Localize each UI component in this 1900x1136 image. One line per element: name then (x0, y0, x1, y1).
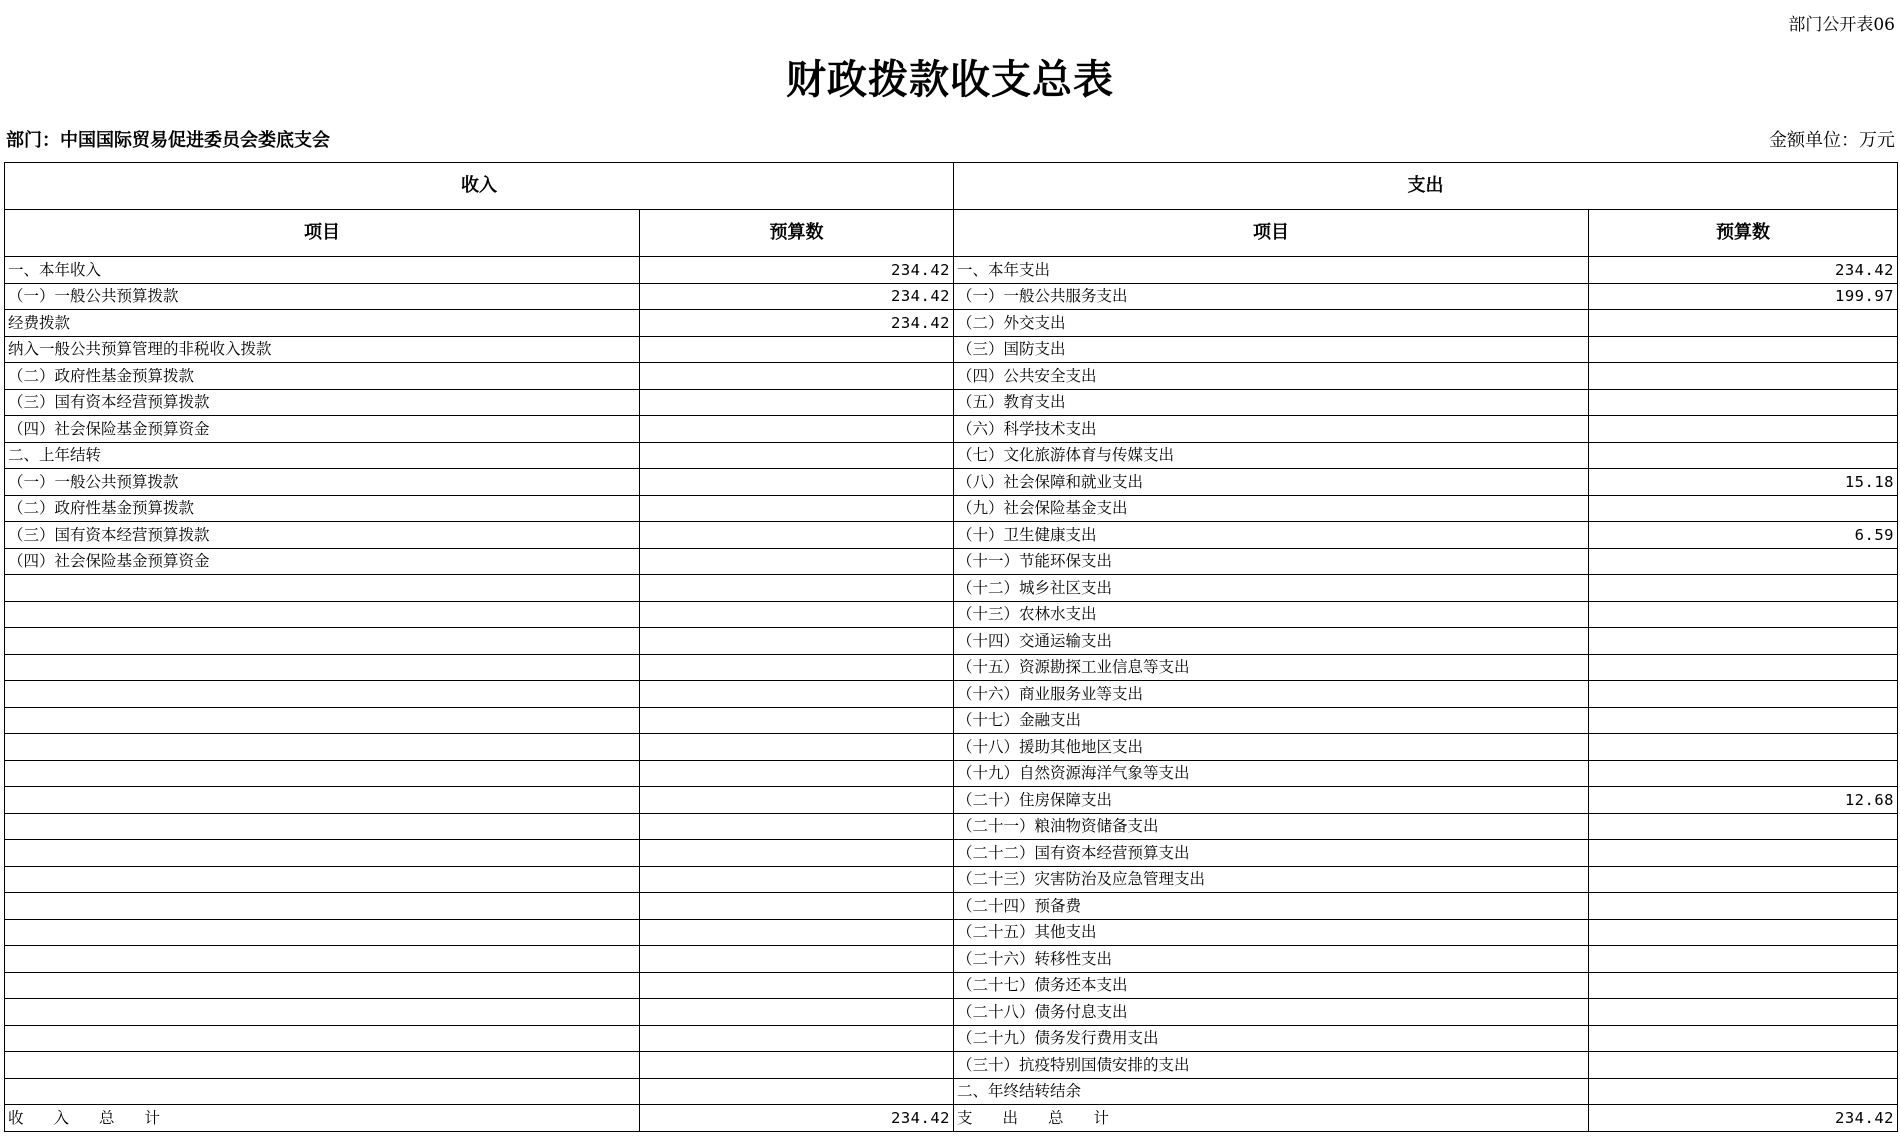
expense-item-cell: （十）卫生健康支出 (954, 522, 1589, 549)
expense-item-cell: （十二）城乡社区支出 (954, 575, 1589, 602)
income-item-cell: 纳入一般公共预算管理的非税收入拨款 (5, 336, 640, 363)
expense-item-cell: （十四）交通运输支出 (954, 628, 1589, 655)
table-row (5, 760, 1898, 787)
table-row (5, 389, 1898, 416)
expense-item-cell: （二十一）粮油物资储备支出 (954, 813, 1589, 840)
income-value-cell: 234.42 (640, 257, 954, 284)
income-value-cell (640, 972, 954, 999)
expense-item-cell: （五）教育支出 (954, 389, 1589, 416)
table-row (5, 336, 1898, 363)
income-value-cell (640, 575, 954, 602)
income-value-cell (640, 813, 954, 840)
page-title: 财政拨款收支总表 (786, 56, 1114, 103)
income-item-cell: （三）国有资本经营预算拨款 (5, 389, 640, 416)
income-item-cell (5, 601, 640, 628)
expense-item-cell: （八）社会保障和就业支出 (954, 469, 1589, 496)
expense-item-cell: （二十七）债务还本支出 (954, 972, 1589, 999)
income-item-cell (5, 919, 640, 946)
income-item-cell: 一、本年收入 (5, 257, 640, 284)
table-row (5, 310, 1898, 337)
expense-item-cell: 一、本年支出 (954, 257, 1589, 284)
income-item-cell (5, 1078, 640, 1105)
income-value-cell (640, 707, 954, 734)
expense-value-cell (1589, 442, 1898, 469)
income-value-cell (640, 734, 954, 761)
table-row (5, 972, 1898, 999)
income-item-cell (5, 707, 640, 734)
expense-value-cell (1589, 1078, 1898, 1105)
income-item-cell (5, 654, 640, 681)
department-label: 部门：中国国际贸易促进委员会娄底支会 (6, 130, 330, 151)
table-row (5, 787, 1898, 814)
income-item-cell: （四）社会保险基金预算资金 (5, 548, 640, 575)
table-row (5, 707, 1898, 734)
table-row (5, 840, 1898, 867)
expense-item-cell: （四）公共安全支出 (954, 363, 1589, 390)
expense-value-cell (1589, 734, 1898, 761)
expense-value-cell: 6.59 (1589, 522, 1898, 549)
income-value-cell: 234.42 (640, 310, 954, 337)
expense-value-cell (1589, 999, 1898, 1026)
income-value-cell (640, 416, 954, 443)
table-row (5, 893, 1898, 920)
table-row (5, 734, 1898, 761)
expense-value-cell (1589, 972, 1898, 999)
expense-value-cell (1589, 866, 1898, 893)
expense-item-cell: （三十）抗疫特别国债安排的支出 (954, 1052, 1589, 1079)
table-row (5, 548, 1898, 575)
expense-item-cell: （十八）援助其他地区支出 (954, 734, 1589, 761)
table-row (5, 919, 1898, 946)
expense-item-cell: （一）一般公共服务支出 (954, 283, 1589, 310)
expense-item-cell: （二十三）灾害防治及应急管理支出 (954, 866, 1589, 893)
income-value-cell (640, 548, 954, 575)
expense-item-cell: （十六）商业服务业等支出 (954, 681, 1589, 708)
income-item-header: 项目 (5, 210, 640, 257)
expense-value-cell: 12.68 (1589, 787, 1898, 814)
income-value-cell (640, 1052, 954, 1079)
income-item-cell: （一）一般公共预算拨款 (5, 469, 640, 496)
expense-value-cell (1589, 416, 1898, 443)
income-value-cell (640, 495, 954, 522)
expense-item-cell: （二十二）国有资本经营预算支出 (954, 840, 1589, 867)
form-number: 部门公开表06 (1788, 15, 1895, 35)
income-item-cell: 二、上年结转 (5, 442, 640, 469)
expense-value-cell (1589, 654, 1898, 681)
expense-value-cell (1589, 707, 1898, 734)
budget-table (4, 162, 1898, 1132)
expense-value-cell (1589, 1025, 1898, 1052)
expense-header: 支出 (954, 163, 1898, 210)
income-value-cell (640, 1025, 954, 1052)
income-value-cell (640, 681, 954, 708)
expense-item-cell: （二十九）债务发行费用支出 (954, 1025, 1589, 1052)
section-header-row (5, 163, 1898, 210)
expense-item-cell: （二十五）其他支出 (954, 919, 1589, 946)
expense-value-cell (1589, 919, 1898, 946)
income-item-cell (5, 681, 640, 708)
expense-item-cell: （三）国防支出 (954, 336, 1589, 363)
income-value-cell (640, 866, 954, 893)
expense-item-cell: （十一）节能环保支出 (954, 548, 1589, 575)
income-budget-header: 预算数 (640, 210, 954, 257)
expense-item-cell: （十九）自然资源海洋气象等支出 (954, 760, 1589, 787)
income-value-cell (640, 654, 954, 681)
table-row (5, 416, 1898, 443)
expense-item-cell: （二十六）转移性支出 (954, 946, 1589, 973)
income-item-cell: （四）社会保险基金预算资金 (5, 416, 640, 443)
expense-item-cell: （二）外交支出 (954, 310, 1589, 337)
expense-item-header: 项目 (954, 210, 1589, 257)
expense-item-cell: 二、年终结转结余 (954, 1078, 1589, 1105)
income-value-cell (640, 363, 954, 390)
income-total-value: 234.42 (640, 1105, 954, 1132)
table-row (5, 495, 1898, 522)
expense-value-cell: 15.18 (1589, 469, 1898, 496)
expense-value-cell (1589, 601, 1898, 628)
table-row (5, 601, 1898, 628)
income-item-cell: （二）政府性基金预算拨款 (5, 363, 640, 390)
table-row (5, 654, 1898, 681)
income-value-cell (640, 919, 954, 946)
unit-label: 金额单位：万元 (1769, 130, 1895, 151)
income-total-label: 收入总计 (5, 1105, 640, 1132)
income-value-cell (640, 787, 954, 814)
expense-value-cell (1589, 840, 1898, 867)
income-value-cell (640, 1078, 954, 1105)
income-item-cell (5, 866, 640, 893)
income-value-cell (640, 893, 954, 920)
income-value-cell (640, 469, 954, 496)
income-value-cell (640, 840, 954, 867)
expense-value-cell (1589, 310, 1898, 337)
expense-item-cell: （十七）金融支出 (954, 707, 1589, 734)
table-row (5, 575, 1898, 602)
table-row (5, 946, 1898, 973)
total-row (5, 1105, 1898, 1132)
expense-value-cell (1589, 575, 1898, 602)
expense-value-cell: 199.97 (1589, 283, 1898, 310)
expense-value-cell (1589, 548, 1898, 575)
income-item-cell: （二）政府性基金预算拨款 (5, 495, 640, 522)
income-item-cell (5, 760, 640, 787)
expense-item-cell: （九）社会保险基金支出 (954, 495, 1589, 522)
expense-value-cell (1589, 628, 1898, 655)
income-value-cell (640, 946, 954, 973)
expense-item-cell: （二十四）预备费 (954, 893, 1589, 920)
income-value-cell (640, 389, 954, 416)
income-value-cell (640, 628, 954, 655)
expense-total-value: 234.42 (1589, 1105, 1898, 1132)
expense-value-cell (1589, 336, 1898, 363)
expense-value-cell (1589, 681, 1898, 708)
income-item-cell (5, 972, 640, 999)
table-row (5, 681, 1898, 708)
table-row (5, 1052, 1898, 1079)
expense-item-cell: （七）文化旅游体育与传媒支出 (954, 442, 1589, 469)
expense-value-cell (1589, 495, 1898, 522)
expense-value-cell (1589, 760, 1898, 787)
income-item-cell (5, 999, 640, 1026)
expense-item-cell: （二十八）债务付息支出 (954, 999, 1589, 1026)
table-row (5, 866, 1898, 893)
expense-item-cell: （十三）农林水支出 (954, 601, 1589, 628)
income-value-cell (640, 336, 954, 363)
income-value-cell (640, 760, 954, 787)
income-item-cell (5, 840, 640, 867)
income-value-cell (640, 601, 954, 628)
income-value-cell (640, 999, 954, 1026)
income-item-cell (5, 813, 640, 840)
income-item-cell (5, 1025, 640, 1052)
table-row (5, 522, 1898, 549)
expense-value-cell (1589, 363, 1898, 390)
income-value-cell (640, 442, 954, 469)
income-item-cell (5, 734, 640, 761)
expense-item-cell: （十五）资源勘探工业信息等支出 (954, 654, 1589, 681)
expense-item-cell: （六）科学技术支出 (954, 416, 1589, 443)
expense-value-cell: 234.42 (1589, 257, 1898, 284)
expense-value-cell (1589, 946, 1898, 973)
expense-value-cell (1589, 813, 1898, 840)
income-item-cell: （三）国有资本经营预算拨款 (5, 522, 640, 549)
income-item-cell (5, 575, 640, 602)
income-header: 收入 (5, 163, 954, 210)
income-value-cell (640, 522, 954, 549)
table-row (5, 283, 1898, 310)
income-value-cell: 234.42 (640, 283, 954, 310)
income-item-cell: 经费拨款 (5, 310, 640, 337)
expense-item-cell: （二十）住房保障支出 (954, 787, 1589, 814)
table-row (5, 469, 1898, 496)
table-row (5, 1078, 1898, 1105)
income-item-cell (5, 893, 640, 920)
expense-budget-header: 预算数 (1589, 210, 1898, 257)
expense-total-label: 支出总计 (954, 1105, 1589, 1132)
table-row (5, 628, 1898, 655)
table-row (5, 257, 1898, 284)
expense-value-cell (1589, 893, 1898, 920)
expense-value-cell (1589, 389, 1898, 416)
column-header-row (5, 210, 1898, 257)
table-row (5, 442, 1898, 469)
table-row (5, 363, 1898, 390)
income-item-cell (5, 628, 640, 655)
income-item-cell (5, 787, 640, 814)
table-row (5, 999, 1898, 1026)
table-row (5, 813, 1898, 840)
income-item-cell: （一）一般公共预算拨款 (5, 283, 640, 310)
expense-value-cell (1589, 1052, 1898, 1079)
income-item-cell (5, 1052, 640, 1079)
income-item-cell (5, 946, 640, 973)
table-row (5, 1025, 1898, 1052)
